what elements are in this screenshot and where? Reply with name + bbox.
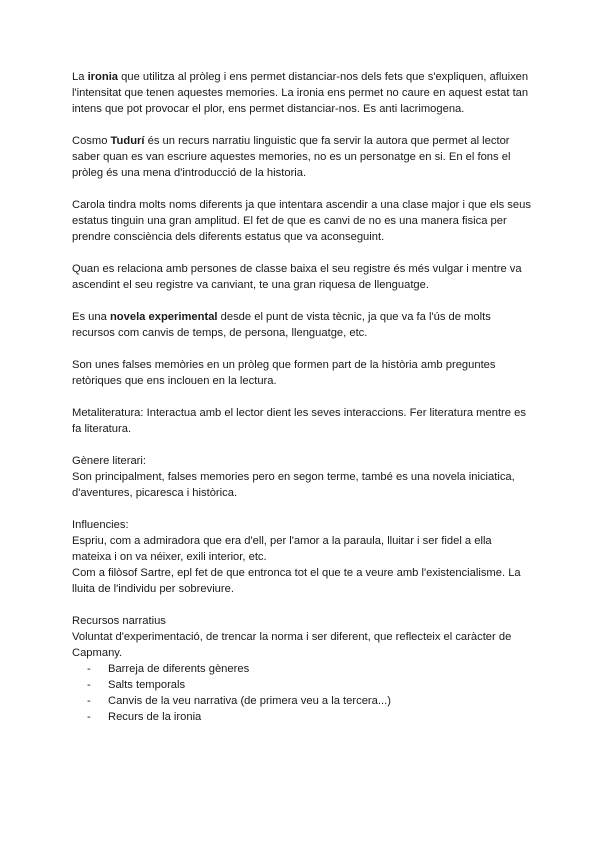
text-run: Es una [72, 311, 110, 323]
paragraph-metaliterature: Metaliteratura: Interactua amb el lector dient les seves interaccions. Fer literatura mentre es fa literatura. [72, 407, 526, 435]
influence-espriu: Espriu, com a admiradora que era d'ell, per l'amor a la paraula, lluitar i ser fidel a ella mateixa i on va néixer, exili interior, etc. [72, 535, 492, 563]
text-run: és un recurs narratiu linguistic que fa servir la autora que permet al lector saber quan es van escriure aquestes memories, no es un personatge en si. En el fons el pròleg és una mena d'introducció de la historia. [72, 135, 511, 179]
text-run: La [72, 71, 88, 83]
list-item-text: Barreja de diferents gèneres [108, 663, 250, 675]
list-item [72, 677, 532, 693]
section-influences [72, 517, 532, 597]
paragraph-register: Quan es relaciona amb persones de classe baixa el seu registre és més vulgar i mentre va ascendint el seu registre va canviant, te una gran riquesa de llenguatge. [72, 263, 522, 291]
list-item [72, 693, 532, 709]
section-heading-influences: Influencies: [72, 519, 129, 531]
list-item-text: Canvis de la veu narrativa (de primera veu a la tercera...) [108, 695, 391, 707]
bold-term-tuduri: Tudurí [110, 135, 145, 147]
list-item-text: Salts temporals [108, 679, 186, 691]
resources-list [72, 661, 532, 725]
list-item [72, 709, 532, 725]
section-text-resources: Voluntat d'experimentació, de trencar la norma i ser diferent, que reflecteix el caràcter de Capmany. [72, 631, 512, 659]
bold-term-ironia: ironia [87, 71, 119, 83]
dash-bullet: - [87, 695, 91, 707]
section-text-genre: Son principalment, falses memories pero en segon terme, també es una novela iniciatica, d'aventures, picaresca i històrica. [72, 471, 515, 499]
paragraph-carola: Carola tindra molts noms diferents ja que intentara ascendir a una clase major i que els seus estatus tinguin una gran amplitud. El fet de que es canvi de no es una manera fisica per prendre consciència dels diferents estatus que va aconseguint. [72, 199, 531, 243]
text-run: Cosmo [72, 135, 111, 147]
section-heading-genre: Gènere literari: [72, 455, 146, 467]
list-item [72, 661, 532, 677]
list-item-text: Recurs de la ironia [108, 711, 202, 723]
text-run: que utilitza al pròleg i ens permet distanciar-nos dels fets que s'expliquen, afluixen l'intensitat que tenen aquestes memories. La ironia ens permet no caure en aquest estat tan intens que pot provocar el plor, ens permet distanciar-nos. Es anti lacrimogena. [72, 71, 529, 115]
bold-term-novela-experimental: novela experimental [109, 311, 218, 323]
paragraph-experimental [72, 309, 532, 341]
dash-bullet: - [87, 663, 91, 675]
paragraph-tuduri [72, 133, 532, 181]
dash-bullet: - [87, 711, 91, 723]
text-run: desde el punt de vista tècnic, ja que va fa l'ús de molts recursos com canvis de temps, de persona, llenguatge, etc. [72, 311, 491, 339]
document-page [72, 69, 532, 725]
influence-sartre: Com a filòsof Sartre, epl fet de que entronca tot el que te a veure amb l'existencialisme. La lluita de l'individu per sobreviure. [72, 567, 521, 595]
dash-bullet: - [87, 679, 91, 691]
section-genre [72, 453, 532, 501]
paragraph-irony [72, 69, 532, 117]
section-heading-resources: Recursos narratius [72, 615, 166, 627]
section-resources [72, 613, 532, 725]
paragraph-false-memories: Son unes falses memòries en un pròleg que formen part de la història amb preguntes retòriques que ens inclouen en la lectura. [72, 359, 496, 387]
